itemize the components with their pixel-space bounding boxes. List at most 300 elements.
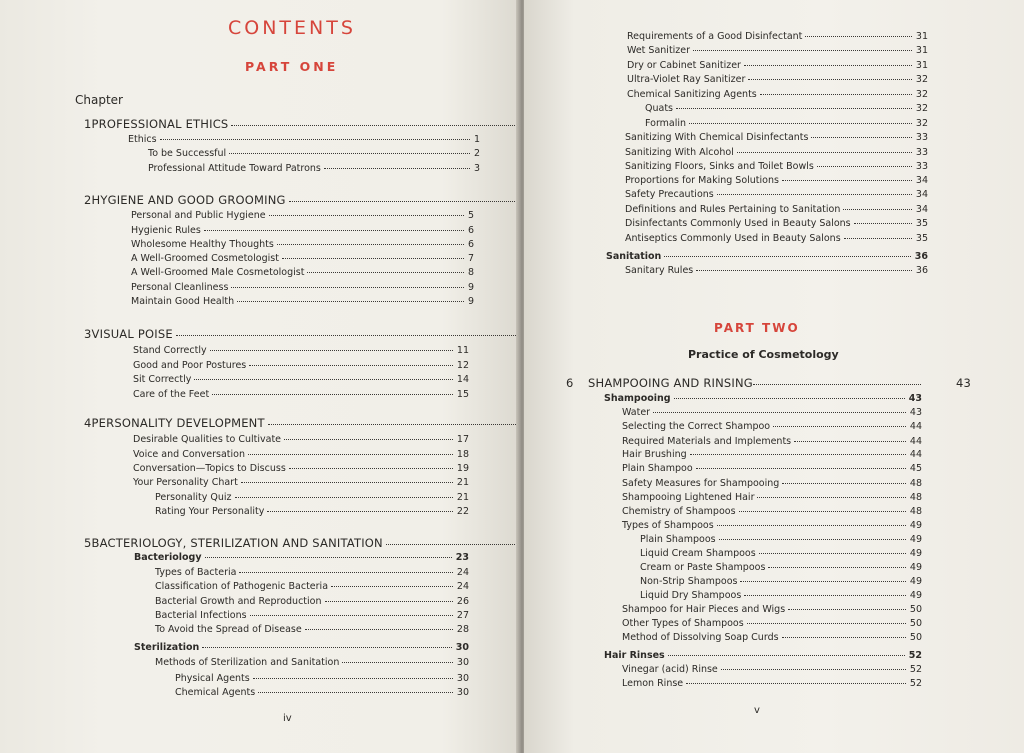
- toc-entry[interactable]: [622, 604, 922, 616]
- toc-entry-page: 33: [915, 161, 928, 172]
- toc-entry-page: 18: [456, 449, 469, 460]
- chapter-leader-dots: [231, 125, 520, 126]
- toc-entry-page: 43: [909, 407, 922, 418]
- toc-entry-leader-dots: [241, 482, 453, 483]
- toc-entry-label: Proportions for Making Solutions: [625, 175, 779, 186]
- toc-entry-label: Shampooing Lightened Hair: [622, 492, 755, 503]
- toc-entry-label: Hair Rinses: [604, 650, 665, 661]
- part-one-heading: PART ONE: [245, 59, 339, 74]
- toc-entry[interactable]: [625, 204, 928, 216]
- toc-entry-label: Sanitizing Floors, Sinks and Toilet Bowls: [625, 161, 814, 172]
- toc-entry-label: Sanitizing With Alcohol: [625, 147, 734, 158]
- toc-entry-page: 30: [456, 657, 469, 668]
- toc-entry[interactable]: [133, 345, 469, 357]
- chapter-leader-dots: [268, 424, 520, 425]
- toc-entry[interactable]: [640, 590, 922, 602]
- toc-entry-label: Professional Attitude Toward Patrons: [148, 163, 321, 174]
- toc-entry[interactable]: [133, 360, 469, 372]
- toc-entry[interactable]: [134, 642, 469, 654]
- toc-entry-label: Vinegar (acid) Rinse: [622, 664, 718, 675]
- chapter-title: VISUAL POISE: [91, 327, 173, 341]
- toc-entry-page: 15: [456, 389, 469, 400]
- toc-entry-leader-dots: [782, 637, 906, 638]
- toc-entry-label: Chemical Sanitizing Agents: [627, 89, 757, 100]
- toc-entry-page: 52: [909, 664, 922, 675]
- toc-entry-label: Bacterial Infections: [155, 610, 247, 621]
- toc-entry-label: Classification of Pathogenic Bacteria: [155, 581, 329, 592]
- toc-entry[interactable]: [622, 506, 922, 518]
- toc-entry[interactable]: [627, 89, 928, 101]
- toc-entry-label: Sanitizing With Chemical Disinfectants: [625, 132, 809, 143]
- toc-entry-page: 48: [909, 478, 922, 489]
- toc-entry-page: 33: [915, 132, 928, 143]
- toc-entry-page: 33: [915, 147, 928, 158]
- toc-entry[interactable]: [622, 492, 922, 504]
- toc-entry-page: 6: [467, 225, 474, 236]
- chapter-page: 43: [955, 376, 971, 390]
- toc-entry-page: 6: [467, 239, 474, 250]
- toc-entry-page: 7: [467, 253, 474, 264]
- toc-entry-label: Physical Agents: [175, 673, 250, 684]
- toc-entry[interactable]: [622, 632, 922, 644]
- toc-entry[interactable]: [627, 45, 928, 57]
- toc-entry[interactable]: [175, 687, 469, 699]
- toc-entry-leader-dots: [805, 36, 912, 37]
- toc-entry-page: 35: [915, 218, 928, 229]
- toc-entry-label: Bacterial Growth and Reproduction: [155, 596, 322, 607]
- toc-entry-label: Lemon Rinse: [622, 678, 684, 689]
- toc-entry-label: Personal Cleanliness: [131, 282, 229, 293]
- toc-entry-page: 49: [909, 520, 922, 531]
- contents-title: CONTENTS: [228, 17, 356, 39]
- toc-entry[interactable]: [155, 624, 469, 636]
- toc-entry[interactable]: [133, 434, 469, 446]
- toc-entry-label: Plain Shampoo: [622, 463, 693, 474]
- toc-entry-page: 12: [456, 360, 469, 371]
- toc-entry-leader-dots: [844, 238, 912, 239]
- toc-entry-leader-dots: [307, 272, 464, 273]
- toc-entry-leader-dots: [773, 426, 906, 427]
- toc-entry-label: Safety Measures for Shampooing: [622, 478, 780, 489]
- toc-entry-leader-dots: [759, 553, 906, 554]
- toc-entry-label: Your Personality Chart: [133, 477, 238, 488]
- page-number-iv: iv: [283, 713, 292, 724]
- toc-entry-page: 34: [915, 175, 928, 186]
- toc-entry-label: Dry or Cabinet Sanitizer: [627, 60, 741, 71]
- toc-entry[interactable]: [155, 596, 469, 608]
- toc-entry[interactable]: [622, 436, 922, 448]
- toc-entry-leader-dots: [289, 468, 453, 469]
- toc-entry-leader-dots: [331, 586, 453, 587]
- toc-entry[interactable]: [622, 664, 922, 676]
- toc-entry-leader-dots: [690, 454, 906, 455]
- toc-entry-label: Desirable Qualities to Cultivate: [133, 434, 282, 445]
- toc-entry-leader-dots: [757, 497, 905, 498]
- toc-entry-leader-dots: [210, 350, 453, 351]
- chapter-leader-dots: [753, 384, 921, 385]
- toc-entry[interactable]: [131, 296, 474, 308]
- toc-entry-page: 31: [915, 45, 928, 56]
- toc-entry-leader-dots: [782, 180, 912, 181]
- toc-entry-page: 5: [467, 210, 474, 221]
- toc-entry-label: Types of Shampoos: [622, 520, 714, 531]
- toc-entry-leader-dots: [696, 468, 906, 469]
- toc-entry-leader-dots: [653, 412, 906, 413]
- toc-entry[interactable]: [645, 103, 928, 115]
- chapter-number: 6: [566, 376, 574, 390]
- toc-entry-label: Non-Strip Shampoos: [640, 576, 738, 587]
- toc-entry-leader-dots: [794, 441, 906, 442]
- toc-entry[interactable]: [133, 389, 469, 401]
- toc-entry-page: 21: [456, 492, 469, 503]
- toc-entry-leader-dots: [782, 483, 906, 484]
- toc-entry-page: 52: [909, 678, 922, 689]
- toc-entry[interactable]: [622, 463, 922, 475]
- toc-entry-page: 32: [915, 89, 928, 100]
- toc-entry[interactable]: [625, 132, 928, 144]
- toc-entry-page: 50: [909, 618, 922, 629]
- toc-entry-page: 9: [467, 282, 474, 293]
- toc-entry[interactable]: [133, 477, 469, 489]
- chapter-heading-1[interactable]: [84, 117, 512, 131]
- chapter-leader-dots: [176, 335, 520, 336]
- toc-entry[interactable]: [131, 253, 474, 265]
- toc-entry-leader-dots: [740, 581, 905, 582]
- chapter-number: 5: [84, 536, 92, 550]
- chapter-leader-dots: [386, 544, 520, 545]
- toc-entry-leader-dots: [253, 678, 453, 679]
- toc-entry[interactable]: [133, 449, 469, 461]
- toc-entry-page: 44: [909, 449, 922, 460]
- toc-entry[interactable]: [155, 581, 469, 593]
- toc-entry-leader-dots: [231, 287, 464, 288]
- toc-entry-page: 31: [915, 31, 928, 42]
- toc-entry-page: 49: [909, 534, 922, 545]
- toc-entry-label: Antiseptics Commonly Used in Beauty Salons: [625, 233, 841, 244]
- chapter-leader-dots: [289, 201, 520, 202]
- toc-entry[interactable]: [155, 610, 469, 622]
- page-number-v: v: [754, 705, 760, 716]
- toc-entry-label: To Avoid the Spread of Disease: [155, 624, 302, 635]
- toc-entry-label: Hygienic Rules: [131, 225, 201, 236]
- toc-entry[interactable]: [148, 148, 480, 160]
- toc-entry-leader-dots: [249, 365, 453, 366]
- toc-entry-leader-dots: [269, 215, 464, 216]
- toc-entry-label: To be Successful: [148, 148, 227, 159]
- toc-entry[interactable]: [622, 449, 922, 461]
- toc-entry-page: 17: [456, 434, 469, 445]
- toc-entry-label: Other Types of Shampoos: [622, 618, 744, 629]
- toc-entry-label: Quats: [645, 103, 673, 114]
- toc-entry-label: Water: [622, 407, 651, 418]
- toc-entry-label: Cream or Paste Shampoos: [640, 562, 766, 573]
- toc-entry-leader-dots: [305, 629, 453, 630]
- toc-entry-page: 36: [915, 265, 928, 276]
- toc-entry-page: 32: [915, 118, 928, 129]
- toc-entry-page: 2: [473, 148, 480, 159]
- toc-entry[interactable]: [640, 562, 922, 574]
- toc-entry-page: 28: [456, 624, 469, 635]
- toc-entry-leader-dots: [229, 153, 470, 154]
- toc-entry-label: A Well-Groomed Male Cosmetologist: [131, 267, 305, 278]
- chapter-heading-2[interactable]: [84, 193, 512, 207]
- toc-entry[interactable]: [128, 134, 480, 146]
- toc-entry[interactable]: [625, 161, 928, 173]
- toc-entry-page: 3: [473, 163, 480, 174]
- toc-entry[interactable]: [131, 267, 474, 279]
- toc-entry-leader-dots: [160, 139, 470, 140]
- toc-entry-leader-dots: [811, 137, 911, 138]
- toc-entry[interactable]: [155, 567, 469, 579]
- chapter-label: Chapter: [75, 93, 123, 107]
- toc-entry[interactable]: [134, 552, 469, 564]
- toc-entry-label: A Well-Groomed Cosmetologist: [131, 253, 279, 264]
- toc-entry[interactable]: [625, 189, 928, 201]
- toc-entry-label: Hair Brushing: [622, 449, 687, 460]
- toc-entry-page: 49: [909, 562, 922, 573]
- toc-entry-leader-dots: [717, 525, 906, 526]
- chapter-number: 2: [84, 193, 92, 207]
- toc-entry-leader-dots: [202, 647, 451, 648]
- toc-entry[interactable]: [625, 265, 928, 277]
- toc-entry[interactable]: [155, 492, 469, 504]
- toc-entry-label: Shampooing: [604, 393, 671, 404]
- chapter-title: PROFESSIONAL ETHICS: [91, 117, 229, 131]
- toc-entry-leader-dots: [744, 595, 906, 596]
- toc-entry[interactable]: [131, 225, 474, 237]
- toc-entry-page: 44: [909, 436, 922, 447]
- toc-entry-page: 22: [456, 506, 469, 517]
- toc-entry[interactable]: [625, 147, 928, 159]
- toc-entry-page: 49: [909, 548, 922, 559]
- toc-entry-page: 32: [915, 74, 928, 85]
- toc-entry-page: 8: [467, 267, 474, 278]
- chapter-title: PERSONALITY DEVELOPMENT: [91, 416, 265, 430]
- toc-entry-leader-dots: [664, 256, 910, 257]
- chapter-number: 3: [84, 327, 92, 341]
- toc-entry-page: 49: [909, 590, 922, 601]
- toc-entry-leader-dots: [748, 79, 912, 80]
- toc-entry-page: 24: [456, 567, 469, 578]
- toc-entry[interactable]: [604, 650, 922, 662]
- toc-entry[interactable]: [131, 210, 474, 222]
- toc-entry-page: 32: [915, 103, 928, 114]
- toc-entry-leader-dots: [277, 244, 464, 245]
- toc-entry-leader-dots: [267, 511, 453, 512]
- toc-entry-page: 45: [909, 463, 922, 474]
- toc-entry-label: Ultra-Violet Ray Sanitizer: [627, 74, 746, 85]
- toc-entry-page: 21: [456, 477, 469, 488]
- toc-entry-label: Personal and Public Hygiene: [131, 210, 266, 221]
- toc-entry-leader-dots: [248, 454, 453, 455]
- toc-entry[interactable]: [645, 118, 928, 130]
- toc-entry-label: Ethics: [128, 134, 157, 145]
- chapter-number: 1: [84, 117, 92, 131]
- toc-entry-label: Types of Bacteria: [155, 567, 237, 578]
- toc-entry-leader-dots: [239, 572, 452, 573]
- toc-entry-page: 34: [915, 189, 928, 200]
- toc-entry[interactable]: [640, 534, 922, 546]
- toc-entry-leader-dots: [235, 497, 453, 498]
- toc-entry-page: 43: [908, 393, 922, 404]
- toc-entry-page: 19: [456, 463, 469, 474]
- toc-entry-page: 50: [909, 632, 922, 643]
- toc-entry-page: 49: [909, 576, 922, 587]
- toc-entry-label: Requirements of a Good Disinfectant: [627, 31, 803, 42]
- toc-entry[interactable]: [155, 657, 469, 669]
- toc-entry[interactable]: [640, 548, 922, 560]
- toc-entry-label: Disinfectants Commonly Used in Beauty Salons: [625, 218, 851, 229]
- toc-entry-label: Conversation—Topics to Discuss: [133, 463, 286, 474]
- toc-entry[interactable]: [627, 60, 928, 72]
- toc-entry[interactable]: [133, 463, 469, 475]
- toc-entry-page: 35: [915, 233, 928, 244]
- toc-entry[interactable]: [175, 673, 469, 685]
- toc-entry-label: Method of Dissolving Soap Curds: [622, 632, 779, 643]
- toc-entry-leader-dots: [258, 692, 453, 693]
- toc-entry-label: Liquid Cream Shampoos: [640, 548, 756, 559]
- chapter-heading-3[interactable]: [84, 327, 510, 341]
- toc-entry-page: 44: [909, 421, 922, 432]
- toc-entry-leader-dots: [689, 123, 912, 124]
- toc-entry-label: Sanitation: [606, 251, 662, 262]
- toc-entry-leader-dots: [717, 194, 912, 195]
- toc-entry[interactable]: [133, 374, 469, 386]
- toc-entry-leader-dots: [768, 567, 906, 568]
- toc-entry-page: 23: [455, 552, 469, 563]
- toc-entry-label: Rating Your Personality: [155, 506, 265, 517]
- toc-entry-page: 30: [456, 673, 469, 684]
- toc-entry-leader-dots: [747, 623, 906, 624]
- toc-entry-page: 36: [914, 251, 928, 262]
- toc-entry-label: Sterilization: [134, 642, 200, 653]
- part-two-subtitle: Practice of Cosmetology: [688, 348, 839, 361]
- chapter-title: HYGIENE AND GOOD GROOMING: [91, 193, 286, 207]
- toc-entry-label: Methods of Sterilization and Sanitation: [155, 657, 340, 668]
- toc-entry[interactable]: [640, 576, 922, 588]
- toc-entry-page: 34: [915, 204, 928, 215]
- toc-entry-page: 11: [456, 345, 469, 356]
- toc-entry[interactable]: [625, 233, 928, 245]
- toc-entry[interactable]: [622, 678, 922, 690]
- toc-entry-leader-dots: [843, 209, 912, 210]
- toc-entry-label: Stand Correctly: [133, 345, 207, 356]
- toc-entry-leader-dots: [693, 50, 912, 51]
- toc-entry[interactable]: [622, 520, 922, 532]
- chapter-heading-6[interactable]: [566, 376, 971, 390]
- chapter-title: SHAMPOOING AND RINSING: [588, 376, 753, 390]
- toc-entry-leader-dots: [194, 379, 453, 380]
- right-page: [524, 0, 1024, 753]
- toc-entry-label: Formalin: [645, 118, 687, 129]
- toc-entry[interactable]: [622, 478, 922, 490]
- toc-entry[interactable]: [625, 218, 928, 230]
- toc-entry-page: 24: [456, 581, 469, 592]
- toc-entry-page: 48: [909, 506, 922, 517]
- toc-entry-leader-dots: [696, 270, 912, 271]
- toc-entry-label: Plain Shampoos: [640, 534, 716, 545]
- toc-entry-page: 30: [456, 687, 469, 698]
- toc-entry[interactable]: [148, 163, 480, 175]
- toc-entry[interactable]: [622, 618, 922, 630]
- chapter-title: BACTERIOLOGY, STERILIZATION AND SANITATION: [91, 536, 383, 550]
- part-two-heading: PART TWO: [714, 321, 800, 335]
- toc-entry-leader-dots: [324, 168, 470, 169]
- toc-entry-page: 9: [467, 296, 474, 307]
- toc-entry-page: 1: [473, 134, 480, 145]
- toc-entry-label: Maintain Good Health: [131, 296, 235, 307]
- toc-entry-leader-dots: [237, 301, 464, 302]
- toc-entry[interactable]: [622, 407, 922, 419]
- toc-entry[interactable]: [606, 251, 928, 263]
- toc-entry[interactable]: [625, 175, 928, 187]
- chapter-number: 4: [84, 416, 92, 430]
- toc-entry-leader-dots: [719, 539, 906, 540]
- toc-entry[interactable]: [131, 239, 474, 251]
- toc-entry-page: 26: [456, 596, 469, 607]
- toc-entry-label: Bacteriology: [134, 552, 202, 563]
- toc-entry-page: 27: [456, 610, 469, 621]
- toc-entry-leader-dots: [686, 683, 906, 684]
- toc-entry-label: Good and Poor Postures: [133, 360, 247, 371]
- toc-entry-leader-dots: [744, 65, 912, 66]
- chapter-heading-5[interactable]: [84, 536, 510, 550]
- chapter-heading-4[interactable]: [84, 416, 510, 430]
- toc-entry[interactable]: [627, 74, 928, 86]
- toc-entry-label: Wet Sanitizer: [627, 45, 691, 56]
- toc-entry-leader-dots: [325, 601, 453, 602]
- toc-entry-label: Selecting the Correct Shampoo: [622, 421, 771, 432]
- toc-entry-leader-dots: [284, 439, 453, 440]
- toc-entry-label: Required Materials and Implements: [622, 436, 792, 447]
- toc-entry-label: Chemistry of Shampoos: [622, 506, 736, 517]
- toc-entry[interactable]: [604, 393, 922, 405]
- toc-entry-label: Shampoo for Hair Pieces and Wigs: [622, 604, 786, 615]
- toc-entry[interactable]: [155, 506, 469, 518]
- toc-entry-leader-dots: [739, 511, 906, 512]
- toc-entry-label: Voice and Conversation: [133, 449, 246, 460]
- toc-entry-label: Care of the Feet: [133, 389, 210, 400]
- toc-entry-leader-dots: [721, 669, 906, 670]
- toc-entry-page: 52: [908, 650, 922, 661]
- toc-entry-leader-dots: [676, 108, 912, 109]
- toc-entry-leader-dots: [668, 655, 905, 656]
- toc-entry-leader-dots: [854, 223, 912, 224]
- toc-entry-label: Chemical Agents: [175, 687, 256, 698]
- toc-entry-label: Personality Quiz: [155, 492, 232, 503]
- toc-entry-leader-dots: [282, 258, 464, 259]
- toc-entry[interactable]: [627, 31, 928, 43]
- toc-entry-page: 31: [915, 60, 928, 71]
- toc-entry-label: Liquid Dry Shampoos: [640, 590, 742, 601]
- toc-entry-label: Definitions and Rules Pertaining to Sanitation: [625, 204, 841, 215]
- toc-entry-leader-dots: [760, 94, 912, 95]
- toc-entry-page: 48: [909, 492, 922, 503]
- toc-entry-label: Wholesome Healthy Thoughts: [131, 239, 274, 250]
- toc-entry-leader-dots: [674, 398, 905, 399]
- toc-entry[interactable]: [622, 421, 922, 433]
- toc-entry-page: 14: [456, 374, 469, 385]
- toc-entry-leader-dots: [204, 230, 464, 231]
- toc-entry-leader-dots: [342, 662, 453, 663]
- toc-entry[interactable]: [131, 282, 474, 294]
- toc-entry-leader-dots: [212, 394, 453, 395]
- toc-entry-label: Sit Correctly: [133, 374, 192, 385]
- toc-entry-label: Safety Precautions: [625, 189, 714, 200]
- toc-entry-leader-dots: [737, 152, 912, 153]
- toc-entry-leader-dots: [788, 609, 906, 610]
- toc-entry-leader-dots: [205, 557, 452, 558]
